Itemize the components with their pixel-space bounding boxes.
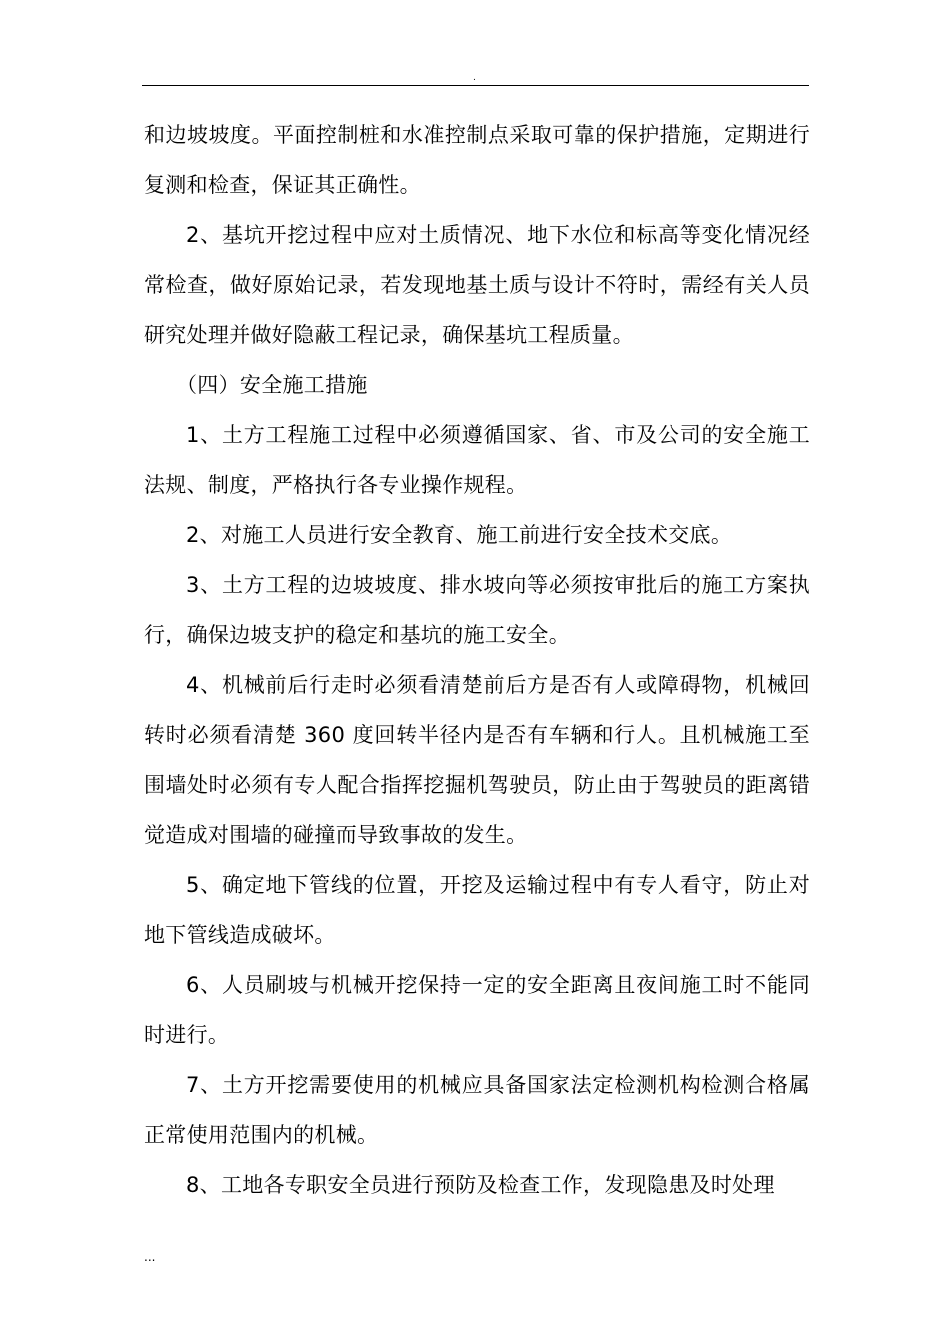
header-mark: . <box>473 73 476 83</box>
paragraph: 4、机械前后行走时必须看清楚前后方是否有人或障碍物，机械回转时必须看清楚 360 度回转半径内是否有车辆和行人。且机械施工至围墙处时必须有专人配合指挥挖掘机驾驶员，防止由于驾驶员的距离错觉造成对围墙的碰撞而导致事故的发生。 <box>144 673 810 847</box>
section-heading: （四）安全施工措施 <box>176 373 368 397</box>
paragraph: 7、土方开挖需要使用的机械应具备国家法定检测机构检测合格属正常使用范围内的机械。 <box>144 1073 810 1147</box>
paragraph: 2、基坑开挖过程中应对土质情况、地下水位和标高等变化情况经常检查，做好原始记录，若发现地基土质与设计不符时，需经有关人员研究处理并做好隐蔽工程记录，确保基坑工程质量。 <box>144 223 810 347</box>
paragraph: 6、人员刷坡与机械开挖保持一定的安全距离且夜间施工时不能同时进行。 <box>144 973 810 1047</box>
header-rule <box>142 85 809 86</box>
footer-mark: ... <box>144 1250 156 1264</box>
paragraph: 1、土方工程施工过程中必须遵循国家、省、市及公司的安全施工法规、制度，严格执行各专业操作规程。 <box>144 423 810 497</box>
document-body <box>144 110 810 1210</box>
paragraph: 3、土方工程的边坡坡度、排水坡向等必须按审批后的施工方案执行，确保边坡支护的稳定和基坑的施工安全。 <box>144 573 810 647</box>
paragraph: 和边坡坡度。平面控制桩和水准控制点采取可靠的保护措施，定期进行复测和检查，保证其正确性。 <box>144 123 810 197</box>
paragraph: 2、对施工人员进行安全教育、施工前进行安全技术交底。 <box>186 523 733 547</box>
paragraph: 5、确定地下管线的位置，开挖及运输过程中有专人看守，防止对地下管线造成破坏。 <box>144 873 810 947</box>
paragraph: 8、工地各专职安全员进行预防及检查工作，发现隐患及时处理 <box>186 1173 775 1197</box>
